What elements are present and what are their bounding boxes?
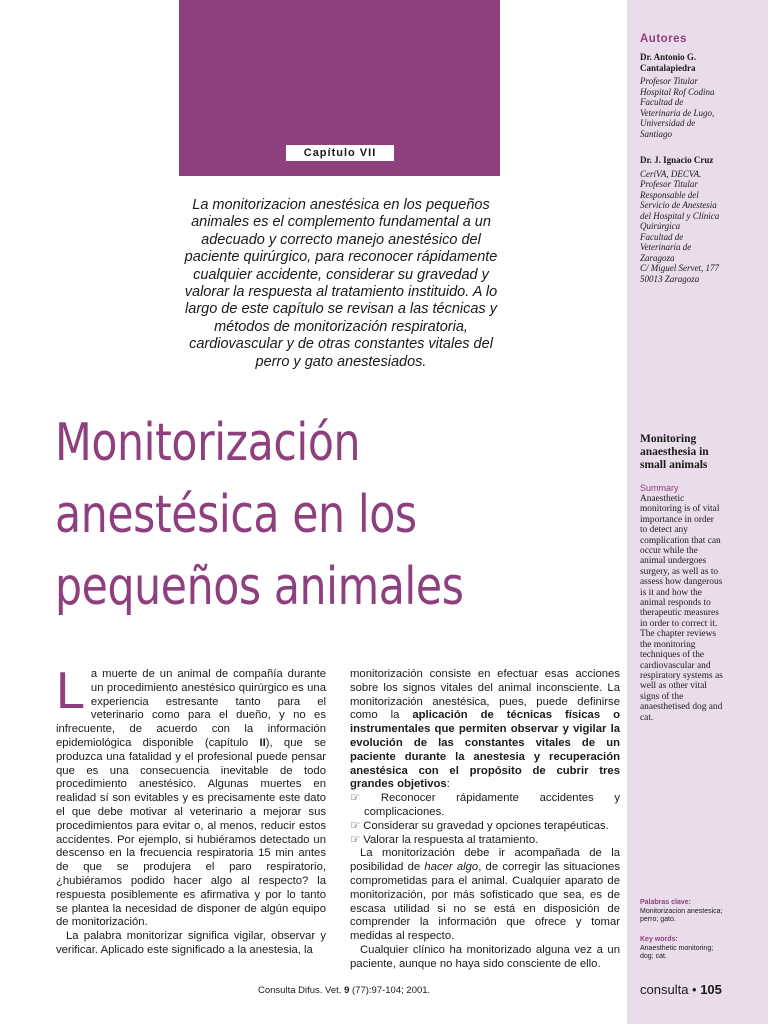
text-run: : <box>446 778 450 791</box>
emphasis: hacer algo <box>424 861 479 874</box>
paragraph <box>350 668 620 792</box>
page-footer <box>640 982 722 997</box>
keyword-line: perro; gato. <box>640 916 676 923</box>
aff-line: Facultad de <box>640 231 684 242</box>
summary-line: complication that can <box>640 535 721 546</box>
text-run: , de corregir las situaciones comprometidas para el animal. Cualquier aparato de monitorización, por más sofisticado que sea, es de escasa utilidad si no se está en disposición de comprender la información que ofrece y tomar medidas al respecto. <box>350 861 620 943</box>
author-1-name-2: Cantalapiedra <box>640 62 696 73</box>
summary-line: importance in order <box>640 514 714 525</box>
aff-line: Santiago <box>640 128 673 139</box>
summary-line: therapeutic measures <box>640 608 719 619</box>
objective-bullet: ☞ Considerar su gravedad y opciones terapéuticas. <box>350 819 609 832</box>
body-column-2 <box>350 668 620 972</box>
page-number: 105 <box>700 982 722 997</box>
aff-line: Profesor Titular <box>640 76 698 86</box>
summary-line: surgery, as well as to <box>640 566 719 577</box>
english-title-line: Monitoring <box>640 433 697 445</box>
keyword-line: Anaesthetic monitoring; <box>640 944 714 952</box>
paragraph: La palabra monitorizar significa vigilar, observar y verificar. Aplicado este significado a la anestesia, la <box>56 930 326 956</box>
objective-bullet: ☞ Reconocer rápidamente accidentes y complicaciones. <box>350 792 620 818</box>
english-title-line: small animals <box>640 459 708 471</box>
aff-line: C/ Miguel Servet, 177 <box>640 263 719 273</box>
text-run: Consulta Difus. Vet. <box>258 985 345 996</box>
summary-line: The chapter reviews <box>640 629 717 640</box>
drop-cap: L <box>56 662 85 720</box>
text-run: monitorización consiste en efectuar esas acciones sobre los signos vitales del animal inconsciente. La monitorización anestésica, pues, puede definirse como la <box>350 668 620 722</box>
aff-line: Zaragoza <box>640 252 675 263</box>
keywords-es-heading: Palabras clave: <box>640 899 691 906</box>
definition-bold: aplicación de técnicas físicas o instrumentales que permiten observar y vigilar la evolución de las constantes vitales de un paciente durante la anestesia y recuperación anestésica con el propósito de cubrir tres grandes objetivos <box>350 709 620 791</box>
authors-heading: Autores <box>640 33 687 45</box>
summary-line: in order to correct it. <box>640 618 718 629</box>
aff-line: Veterinaria de <box>640 242 692 252</box>
body-column-1 <box>56 662 326 958</box>
english-title <box>640 433 760 472</box>
text-run: (77):97-104; 2001. <box>349 985 431 996</box>
paragraph <box>56 662 326 930</box>
paragraph <box>350 847 620 944</box>
author-2-name: Dr. J. Ignacio Cruz <box>640 155 714 165</box>
separator: • <box>688 982 701 997</box>
keywords-en-heading: Key words: <box>640 936 678 943</box>
summary-line: the monitoring <box>640 639 696 650</box>
summary-line: assess how dangerous <box>640 577 723 588</box>
summary-line: respiratory systems as <box>640 670 723 681</box>
summary-line: cardiovascular and <box>640 660 711 671</box>
summary-line: animal responds to <box>640 598 711 609</box>
keywords-en <box>640 936 762 962</box>
summary-line: techniques of the <box>640 650 705 661</box>
article-title <box>55 407 522 623</box>
summary-line: anaesthetised dog and <box>640 702 723 713</box>
keyword-line: Monitorizacion anestesica; <box>640 907 723 915</box>
aff-line: Servicio de Anestesia <box>640 200 717 210</box>
title-line-3: pequeños animales <box>55 557 464 617</box>
citation-footer <box>258 985 430 996</box>
aff-line: 50013 Zaragoza <box>640 273 700 284</box>
summary-line: animal undergoes <box>640 556 707 567</box>
summary-line: monitoring is of vital <box>640 504 720 515</box>
objective-bullet: ☞ Valorar la respuesta al tratamiento. <box>350 833 539 846</box>
keyword-line: dog; cat. <box>640 953 667 960</box>
keywords-es <box>640 899 762 925</box>
english-summary <box>640 494 762 723</box>
summary-line: signs of the <box>640 691 684 702</box>
chapter-abstract: La monitorizacion anestésica en los pequeños animales es el complemento fundamental a un adecuado y correcto manejo anestésico del paciente quirúrgico, para reconocer rápidamente cualquier accidente, considerar su gravedad y valorar la respuesta al tratamiento instituido. A lo largo de este capítulo se revisan a las técnicas y métodos de monitorización respiratoria, cardiovascular y de otras constantes vitales del perro y gato anestesiados. <box>184 197 498 370</box>
text-run: La monitorización debe ir acompañada de la posibilidad de <box>350 847 620 874</box>
summary-line: occur while the <box>640 546 698 557</box>
aff-line: Facultad de <box>640 97 684 107</box>
aff-line: del Hospital y Clínica <box>640 210 720 221</box>
summary-line: Anaesthetic <box>640 494 685 504</box>
summary-line: is it and how the <box>640 587 702 598</box>
volume: 9 <box>344 985 350 996</box>
title-line-1: Monitorización <box>55 413 361 473</box>
aff-line: Veterinaria de Lugo, <box>640 107 715 118</box>
aff-line: Profesor Titular <box>640 179 698 189</box>
aff-line: CeriVA, DECVA. <box>640 168 702 179</box>
journal-name: consulta <box>640 982 689 997</box>
chapter-label: Capítulo VII <box>286 145 394 161</box>
aff-line: Quirúrgica <box>640 221 681 231</box>
title-line-2: anestésica en los <box>55 485 417 545</box>
text-run: a muerte de un animal de compañía durante un procedimiento anestésico quirúrgico es una experiencia estresante tanto para el veterinario como para el dueño, y no es infrecuente, de acuerdo con la información epidemiológica disponible (capítulo <box>56 668 326 749</box>
aff-line: Responsable del <box>640 189 699 200</box>
paragraph: Cualquier clínico ha monitorizado alguna vez a un paciente, aunque no haya sido consciente de ello. <box>350 943 620 970</box>
english-title-line: anaesthesia in <box>640 446 709 458</box>
author-1-affiliation <box>640 76 762 139</box>
chapter-ref: II <box>259 736 266 749</box>
summary-line: well as other vital <box>640 681 707 692</box>
author-1 <box>640 52 762 139</box>
summary-line: cat. <box>640 712 654 723</box>
author-2 <box>640 155 762 284</box>
text-run: ), que se produzca una fatalidad y el profesional puede pensar que es una consecuencia inevitable de todo procedimiento anestésico. Algunas muertes en realidad sí son evitables y es precisamente este dato el que debe motivar al veterinario a mejorar sus procedimientos para evitar o, al menos, reducir estos accidentes. Por ejemplo, si hubiéramos detectado un descenso en la frecuencia respiratoria 15 min antes de que se produjera el paro respiratorio, ¿hubiéramos podido hacer algo al respecto? la respuesta posiblemente es afirmativa y por lo tanto se plantea la necesidad de disponer de algún equipo de monitorización. <box>56 736 326 929</box>
summary-heading: Summary <box>640 483 679 493</box>
author-2-affiliation <box>640 169 762 285</box>
author-1-name-1: Dr. Antonio G. <box>640 52 697 62</box>
aff-line: Universidad de <box>640 118 696 128</box>
aff-line: Hospital Rof Codina <box>640 86 715 97</box>
summary-line: to detect any <box>640 525 688 536</box>
